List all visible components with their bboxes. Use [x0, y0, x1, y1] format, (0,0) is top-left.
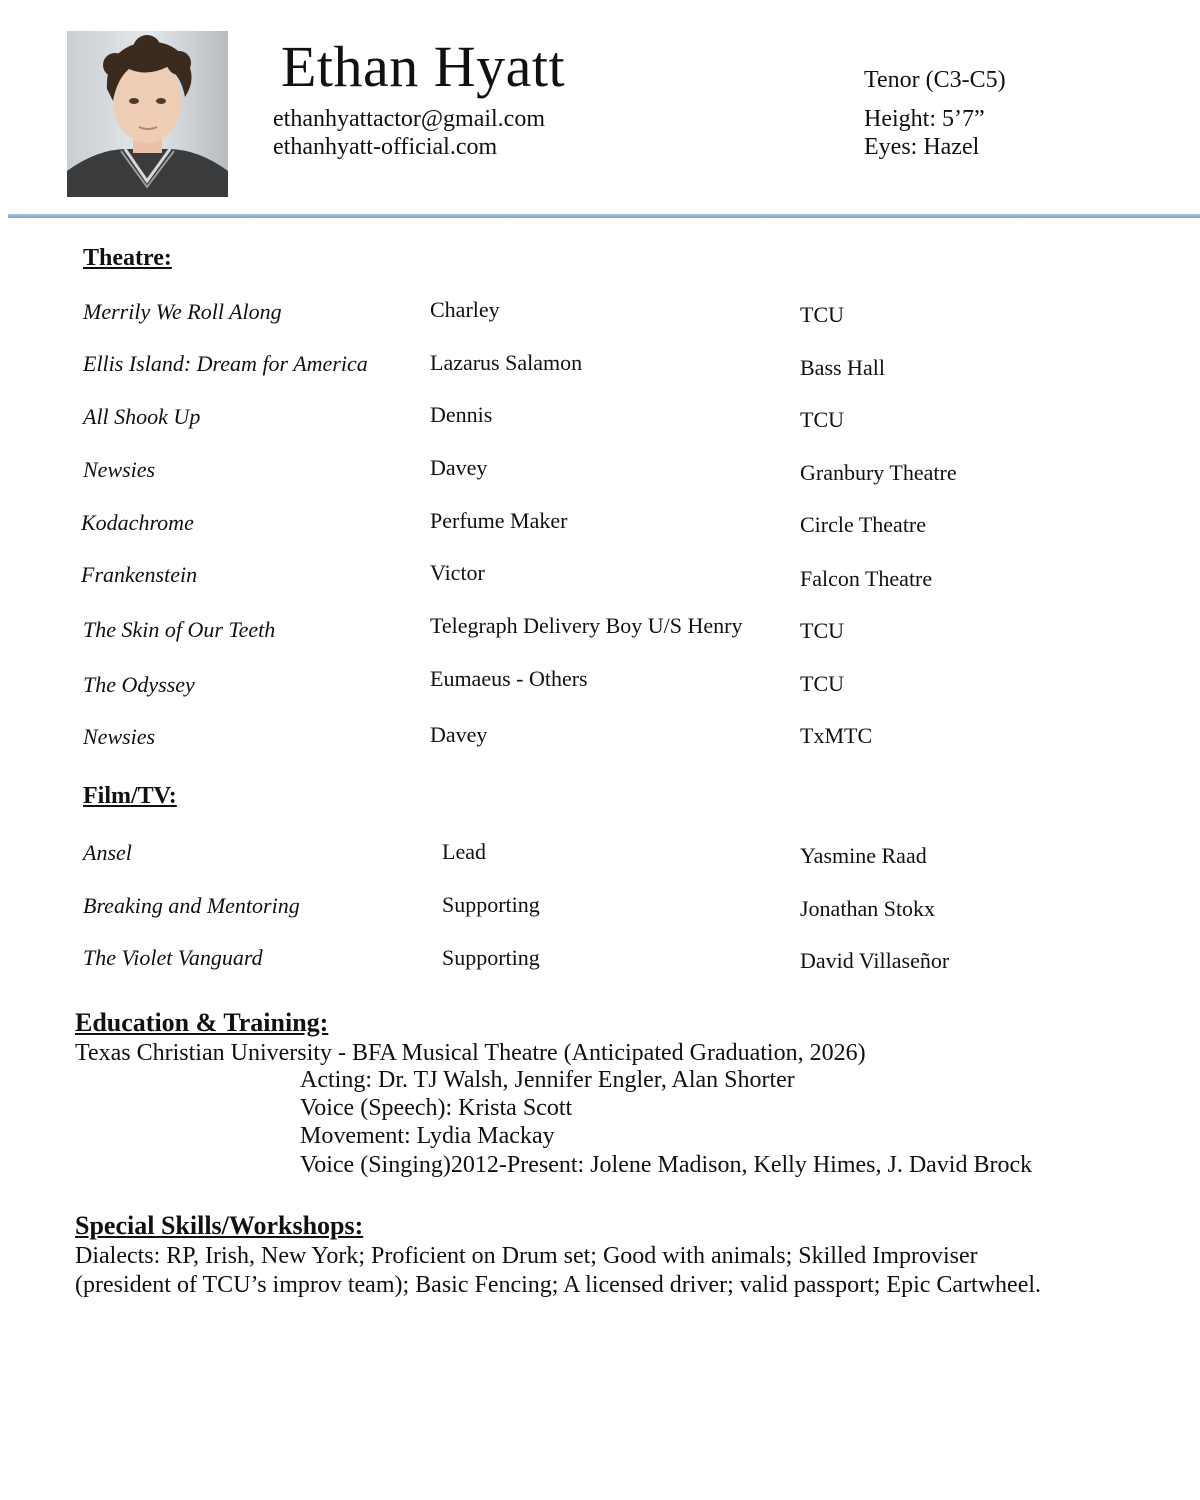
- headshot-photo: [67, 31, 228, 197]
- skills-line: Dialects: RP, Irish, New York; Proficient on Drum set; Good with animals; Skilled Improviser: [75, 1243, 978, 1269]
- theatre-role: Lazarus Salamon: [430, 350, 583, 375]
- film-role: Supporting: [442, 892, 540, 917]
- film-title: The Violet Vanguard: [83, 945, 263, 970]
- training-line: Acting: Dr. TJ Walsh, Jennifer Engler, Alan Shorter: [300, 1067, 795, 1093]
- theatre-title: Ellis Island: Dream for America: [83, 351, 368, 376]
- theatre-title: The Odyssey: [83, 672, 195, 697]
- theatre-role: Charley: [430, 297, 500, 322]
- theatre-role: Perfume Maker: [430, 508, 568, 533]
- theatre-venue: TCU: [800, 618, 844, 643]
- theatre-title: Kodachrome: [81, 510, 194, 535]
- film-role: Lead: [442, 839, 486, 864]
- theatre-venue: Circle Theatre: [800, 512, 927, 537]
- theatre-role: Telegraph Delivery Boy U/S Henry: [430, 613, 743, 638]
- theatre-title: Merrily We Roll Along: [83, 299, 282, 324]
- theatre-venue: TxMTC: [800, 723, 873, 748]
- theatre-role: Eumaeus - Others: [430, 666, 588, 691]
- actor-name: Ethan Hyatt: [281, 34, 566, 99]
- voice-type: Tenor (C3-C5): [864, 67, 1006, 93]
- film-heading: Film/TV:: [83, 783, 177, 809]
- theatre-venue: Falcon Theatre: [800, 566, 933, 591]
- theatre-role: Victor: [430, 560, 485, 585]
- website-link[interactable]: ethanhyatt-official.com: [273, 134, 498, 160]
- film-title: Ansel: [83, 840, 132, 865]
- skills-line: (president of TCU’s improv team); Basic Fencing; A licensed driver; valid passport; Epic Cartwheel.: [75, 1272, 1042, 1298]
- height-stat: Height: 5’7”: [864, 106, 985, 132]
- theatre-role: Davey: [430, 722, 488, 747]
- theatre-venue: Bass Hall: [800, 355, 885, 380]
- theatre-title: Newsies: [83, 724, 156, 749]
- theatre-venue: TCU: [800, 671, 844, 696]
- film-director: Yasmine Raad: [800, 843, 927, 868]
- theatre-venue: Granbury Theatre: [800, 460, 957, 485]
- eyes-stat: Eyes: Hazel: [864, 134, 980, 160]
- film-director: David Villaseñor: [800, 948, 950, 973]
- headshot-illustration: [67, 31, 228, 197]
- theatre-role: Dennis: [430, 402, 493, 427]
- skills-heading: Special Skills/Workshops:: [75, 1211, 364, 1240]
- theatre-title: Frankenstein: [81, 562, 198, 587]
- header-divider: [8, 214, 1200, 218]
- theatre-title: All Shook Up: [83, 404, 201, 429]
- film-director: Jonathan Stokx: [800, 896, 936, 921]
- training-line: Movement: Lydia Mackay: [300, 1123, 555, 1149]
- film-title: Breaking and Mentoring: [83, 893, 300, 918]
- theatre-title: The Skin of Our Teeth: [83, 617, 276, 642]
- theatre-heading: Theatre:: [83, 245, 172, 271]
- training-line: Voice (Speech): Krista Scott: [300, 1095, 573, 1121]
- email-link[interactable]: ethanhyattactor@gmail.com: [273, 106, 546, 132]
- education-school: Texas Christian University - BFA Musical Theatre (Anticipated Graduation, 2026): [75, 1040, 866, 1066]
- film-role: Supporting: [442, 945, 540, 970]
- theatre-venue: TCU: [800, 407, 844, 432]
- theatre-venue: TCU: [800, 302, 844, 327]
- theatre-title: Newsies: [83, 457, 156, 482]
- training-line: Voice (Singing)2012-Present: Jolene Madison, Kelly Himes, J. David Brock: [300, 1152, 1033, 1178]
- theatre-role: Davey: [430, 455, 488, 480]
- education-heading: Education & Training:: [75, 1008, 329, 1037]
